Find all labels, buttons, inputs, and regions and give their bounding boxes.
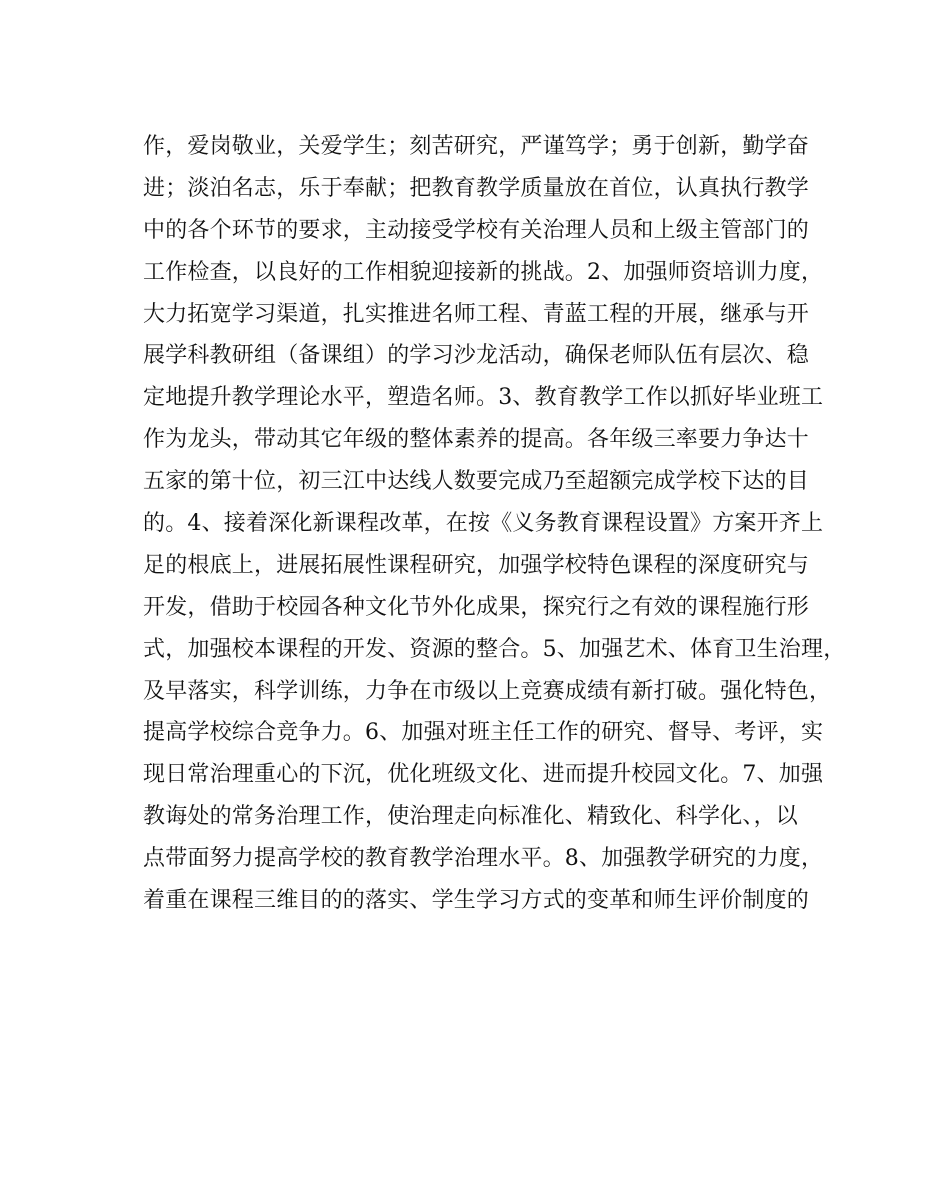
text-line-5: 大力拓宽学习渠道，扎实推进名师工程、青蓝工程的开展，继承与开	[143, 301, 810, 327]
text-line-3: 中的各个环节的要求，主动接受学校有关治理人员和上级主管部门的	[143, 217, 810, 243]
body-text	[143, 126, 846, 922]
text-line-15: 提高学校综合竞争力。6、加强对班主任工作的研究、督导、考评，实	[143, 720, 824, 746]
text-line-13: 式，加强校本课程的开发、资源的整合。5、加强艺术、体育卫生治理，	[143, 636, 846, 662]
text-line-14: 及早落实，科学训练，力争在市级以上竞赛成绩有新打破。强化特色，	[143, 678, 832, 704]
text-line-17: 教诲处的常务治理工作，使治理走向标准化、精致化、科学化、，以	[143, 804, 799, 830]
text-line-4: 工作检查，以良好的工作相貌迎接新的挑战。2、加强师资培训力度，	[143, 259, 824, 285]
text-line-1: 作，爱岗敬业，关爱学生；刻苦研究，严谨笃学；勇于创新，勤学奋	[143, 134, 810, 159]
text-line-2: 进；淡泊名志，乐于奉献；把教育教学质量放在首位，认真执行教学	[143, 175, 810, 201]
text-line-10: 的。4、接着深化新课程改革，在按《义务教育课程设置》方案开齐上	[143, 511, 824, 537]
text-line-16: 现日常治理重心的下沉，优化班级文化、进而提升校园文化。7、加强	[143, 762, 824, 788]
text-line-19: 着重在课程三维目的的落实、学生学习方式的变革和师生评价制度的	[143, 888, 810, 914]
text-line-6: 展学科教研组（备课组）的学习沙龙活动，确保老师队伍有层次、稳	[143, 343, 810, 369]
text-line-12: 开发，借助于校园各种文化节外化成果，探究行之有效的课程施行形	[143, 594, 810, 620]
text-line-9: 五家的第十位，初三江中达线人数要完成乃至超额完成学校下达的目	[143, 469, 810, 495]
text-line-18: 点带面努力提高学校的教育教学治理水平。8、加强教学研究的力度，	[143, 846, 824, 872]
text-line-7: 定地提升教学理论水平，塑造名师。3、教育教学工作以抓好毕业班工	[143, 385, 824, 411]
text-line-8: 作为龙头，带动其它年级的整体素养的提高。各年级三率要力争达十	[143, 427, 810, 453]
text-line-11: 足的根底上，进展拓展性课程研究，加强学校特色课程的深度研究与	[143, 552, 810, 578]
